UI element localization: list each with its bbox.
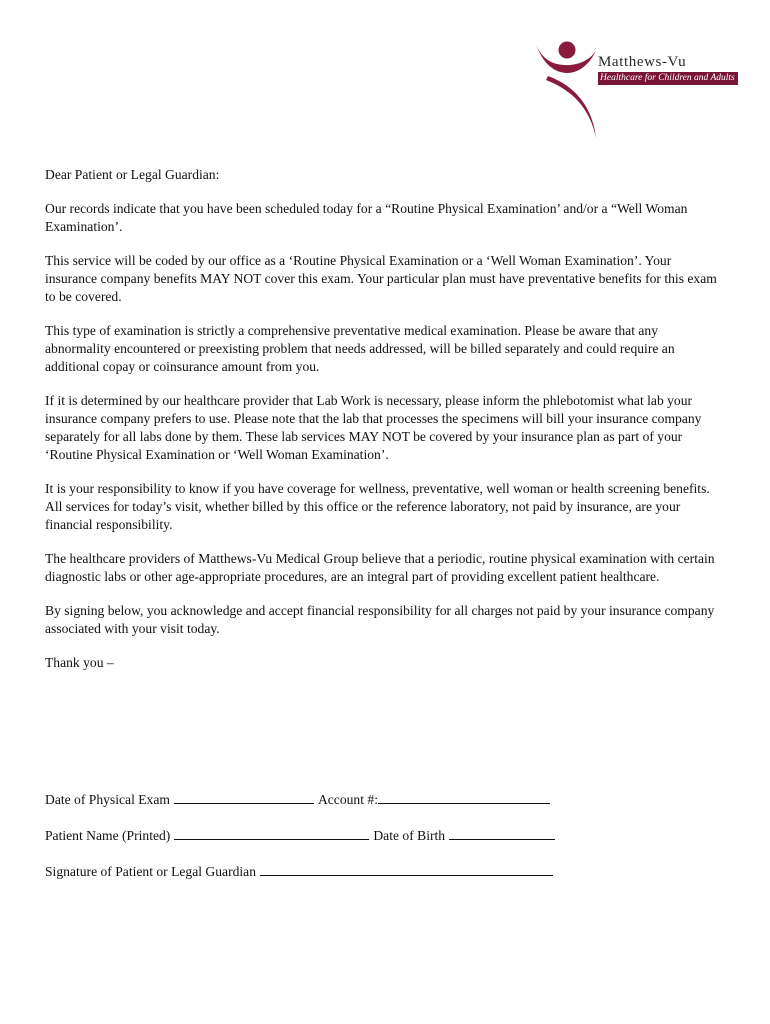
signature-field[interactable] — [260, 862, 553, 876]
account-label: Account #: — [317, 792, 378, 807]
closing: Thank you – — [45, 655, 114, 670]
dob-field[interactable] — [449, 826, 555, 840]
patient-name-field[interactable] — [174, 826, 369, 840]
company-logo — [534, 38, 734, 142]
dob-label: Date of Birth — [373, 828, 446, 843]
logo-tagline: Healthcare for Children and Adults — [598, 72, 738, 85]
signature-fields — [45, 790, 725, 898]
paragraph: By signing below, you acknowledge and accept financial responsibility for all charges not paid by your insurance company associated with your visit today. — [45, 603, 715, 636]
signature-row — [45, 862, 725, 880]
patient-name-label: Patient Name (Printed) — [45, 828, 171, 843]
paragraph: It is your responsibility to know if you have coverage for wellness, preventative, well woman or health screening benefits. All services for today’s visit, whether billed by this office or the reference laboratory, not paid by insurance, are your financial responsibility. — [45, 481, 710, 532]
salutation: Dear Patient or Legal Guardian: — [45, 167, 220, 182]
exam-date-label: Date of Physical Exam — [45, 792, 170, 807]
paragraph: This type of examination is strictly a comprehensive preventative medical examination. Please be aware that any abnormality encountered or preexisting problem that needs addressed, will be billed separately and could require an additional copay or coinsurance amount from you. — [45, 323, 675, 374]
exam-account-row — [45, 790, 725, 808]
paragraph: This service will be coded by our office as a ‘Routine Physical Examination or a ‘Well Woman Examination’. Your insurance company benefits MAY NOT cover this exam. Your particular plan must have preventative benefits for this exam to be covered. — [45, 253, 717, 304]
paragraph: If it is determined by our healthcare provider that Lab Work is necessary, please inform the phlebotomist what lab your insurance company prefers to use. Please note that the lab that processes the specimens will bill your insurance company separately for all labs done by them. These lab services MAY NOT be covered by your insurance plan as part of your ‘Routine Physical Examination or ‘Well Woman Examination’. — [45, 393, 702, 462]
signature-label: Signature of Patient or Legal Guardian — [45, 864, 257, 879]
name-dob-row — [45, 826, 725, 844]
exam-date-field[interactable] — [174, 790, 314, 804]
paragraph: Our records indicate that you have been scheduled today for a “Routine Physical Examination’ and/or a “Well Woman Examination’. — [45, 201, 688, 234]
paragraph: The healthcare providers of Matthews-Vu Medical Group believe that a periodic, routine physical examination with certain diagnostic labs or other age-appropriate procedures, are an integral part of providing excellent patient healthcare. — [45, 551, 715, 584]
account-field[interactable] — [378, 790, 550, 804]
logo-name: Matthews-Vu — [598, 54, 687, 70]
letter-body — [45, 166, 725, 672]
